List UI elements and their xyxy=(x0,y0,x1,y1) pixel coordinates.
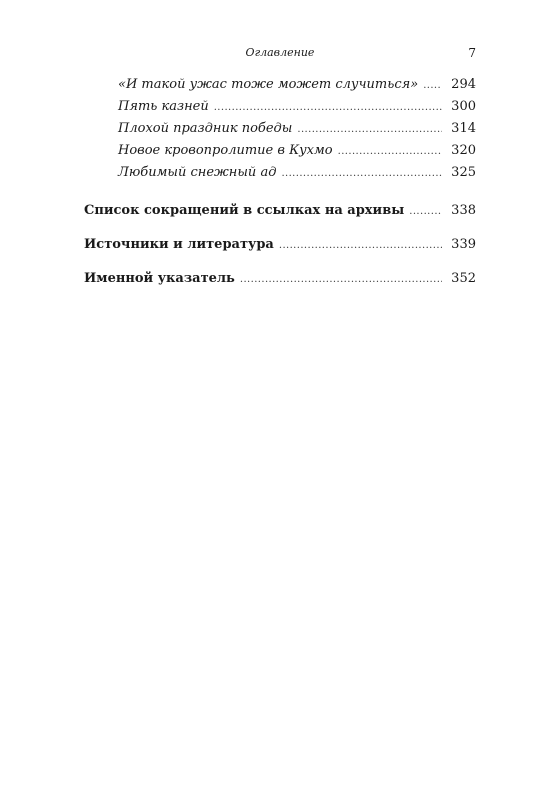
toc-section-title: Именной указатель xyxy=(84,271,235,286)
toc-section-page: 339 xyxy=(451,237,476,252)
toc-entry-title: Плохой праздник победы xyxy=(118,121,293,136)
toc-section xyxy=(84,234,476,256)
toc-section-page: 352 xyxy=(451,271,476,286)
toc-entry-title: «И такой ужас тоже может случиться» xyxy=(118,77,419,92)
toc-section-title: Источники и литература xyxy=(84,237,274,252)
toc-section-page: 338 xyxy=(451,203,476,218)
dot-leader xyxy=(281,163,442,184)
toc-entry-page: 320 xyxy=(451,143,476,158)
dot-leader xyxy=(338,141,442,162)
toc-entry xyxy=(84,140,476,162)
page-number: 7 xyxy=(468,46,476,60)
toc-entry-page: 300 xyxy=(451,99,476,114)
toc-entry-page: 325 xyxy=(451,165,476,180)
toc-entry xyxy=(84,162,476,184)
toc-entry-title: Любимый снежный ад xyxy=(118,165,277,180)
toc-section xyxy=(84,268,476,290)
toc-entry xyxy=(84,96,476,118)
toc-entry-page: 314 xyxy=(451,121,476,136)
table-of-contents xyxy=(84,74,476,290)
toc-section xyxy=(84,200,476,222)
running-title: Оглавление xyxy=(245,46,315,59)
dot-leader xyxy=(423,75,442,96)
dot-leader xyxy=(409,201,442,222)
dot-leader xyxy=(279,235,442,256)
toc-section-title: Список сокращений в ссылках на архивы xyxy=(84,203,405,218)
dot-leader xyxy=(214,97,442,118)
running-header xyxy=(0,45,533,61)
dot-leader xyxy=(297,119,442,140)
dot-leader xyxy=(240,269,442,290)
toc-entry-title: Пять казней xyxy=(118,99,209,114)
toc-entry xyxy=(84,74,476,96)
toc-entry xyxy=(84,118,476,140)
toc-entry-title: Новое кровопролитие в Кухмо xyxy=(118,143,333,158)
toc-entry-page: 294 xyxy=(451,77,476,92)
